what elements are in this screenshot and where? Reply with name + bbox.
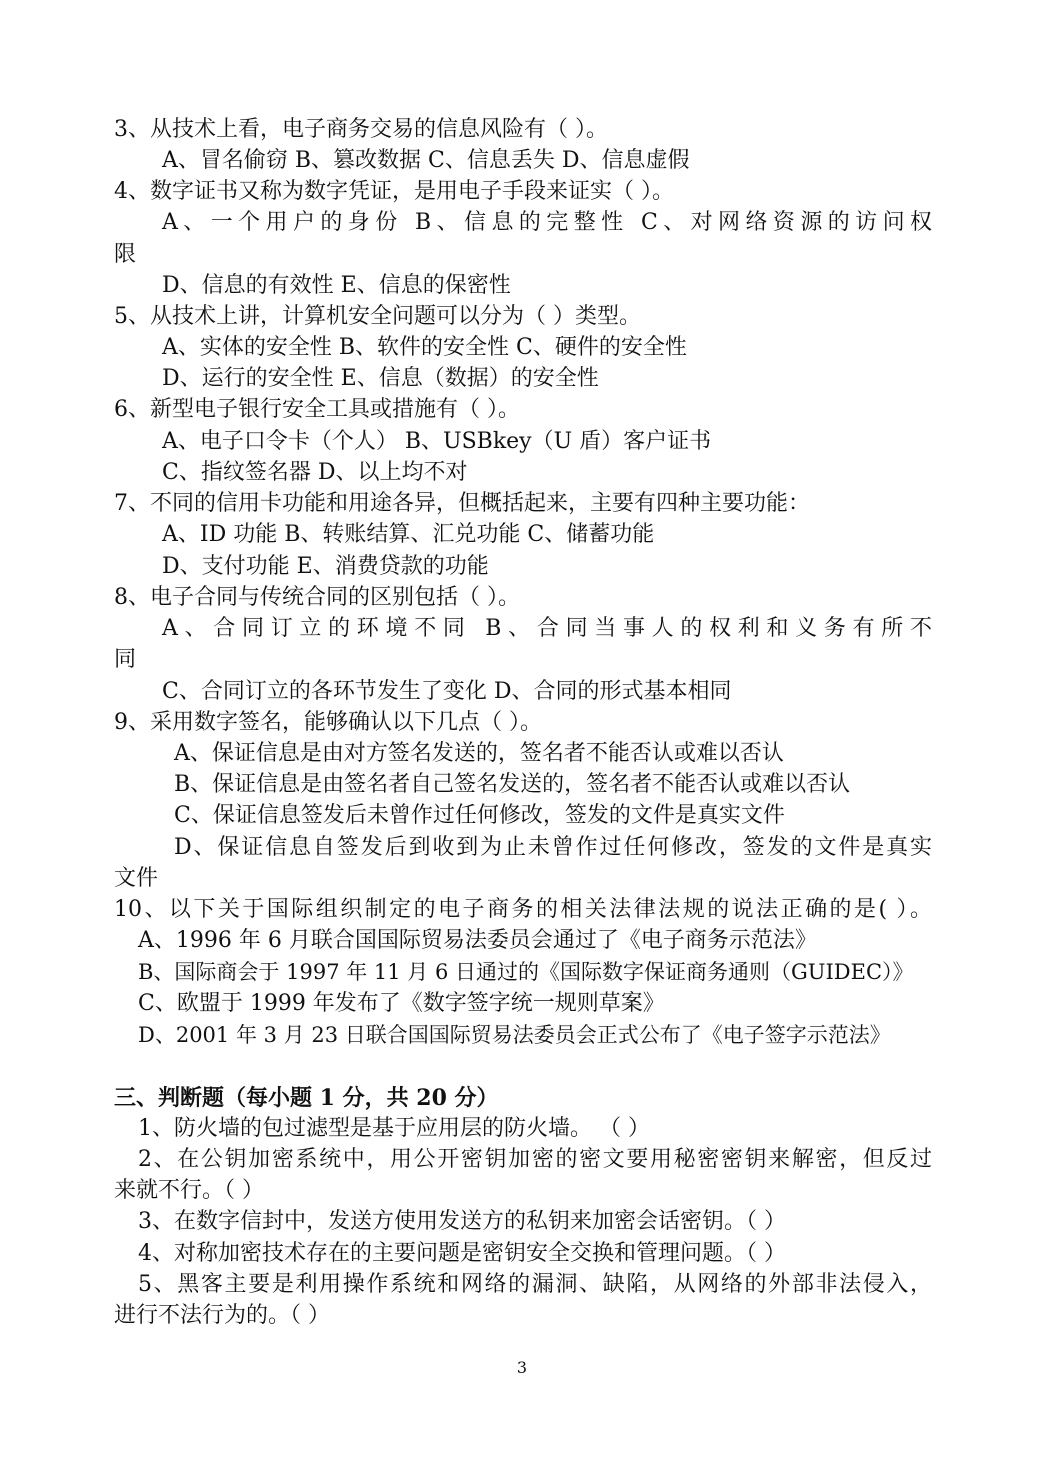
question-4-options-line1: A、一个用户的身份 B、信息的完整性 C、对网络资源的访问权 [162,210,932,235]
question-10-option-a: A、1996 年 6 月联合国国际贸易法委员会通过了《电子商务示范法》 [138,928,817,953]
question-9-option-c: C、保证信息签发后未曾作过任何修改，签发的文件是真实文件 [174,803,785,828]
question-9-option-d-cont: 文件 [114,866,159,891]
true-false-2-cont: 来就不行。（ ） [114,1178,264,1203]
true-false-3: 3、在数字信封中，发送方使用发送方的私钥来加密会话密钥。（ ） [138,1209,786,1234]
question-9-option-a: A、保证信息是由对方签名发送的，签名者不能否认或难以否认 [174,741,784,766]
section-3-title: 三、判断题（每小题 1 分，共 20 分） [114,1085,499,1111]
question-4-options-line1-cont: 限 [114,242,137,267]
question-8-options-line1-cont: 同 [114,647,137,672]
question-9-option-b: B、保证信息是由签名者自己签名发送的，签名者不能否认或难以否认 [174,772,851,797]
question-10-stem: 10、以下关于国际组织制定的电子商务的相关法律法规的说法正确的是( ）。 [114,897,932,922]
question-4-options-line2: D、信息的有效性 E、信息的保密性 [162,273,511,298]
question-10-option-d: D、2001 年 3 月 23 日联合国国际贸易法委员会正式公布了《电子签字示范法》 [138,1023,891,1047]
question-5-options-line2: D、运行的安全性 E、信息（数据）的安全性 [162,366,599,391]
question-4-stem: 4、数字证书又称为数字凭证，是用电子手段来证实（ ）。 [114,179,674,204]
question-8-options-line1: A、合同订立的环境不同 B、合同当事人的权利和义务有所不 [162,616,932,641]
question-3-stem: 3、从技术上看，电子商务交易的信息风险有（ ）。 [114,117,608,142]
question-8-options-line2: C、合同订立的各环节发生了变化 D、合同的形式基本相同 [162,679,732,704]
question-5-stem: 5、从技术上讲，计算机安全问题可以分为（ ）类型。 [114,304,641,329]
page-number: 3 [516,1358,528,1377]
true-false-5: 5、黑客主要是利用操作系统和网络的漏洞、缺陷，从网络的外部非法侵入， [138,1272,932,1297]
question-7-options-line1: A、ID 功能 B、转账结算、汇兑功能 C、储蓄功能 [162,522,655,547]
question-6-options-line1: A、电子口令卡（个人） B、USBkey（U 盾）客户证书 [162,429,712,454]
true-false-1: 1、防火墙的包过滤型是基于应用层的防火墙。 （ ） [138,1116,650,1141]
question-10-option-c: C、欧盟于 1999 年发布了《数字签字统一规则草案》 [138,991,665,1016]
question-7-options-line2: D、支付功能 E、消费贷款的功能 [162,554,489,579]
true-false-5-cont: 进行不法行为的。（ ） [114,1303,330,1328]
question-9-stem: 9、采用数字签名，能够确认以下几点（ ）。 [114,710,542,735]
question-6-options-line2: C、指纹签名器 D、以上均不对 [162,460,468,485]
question-9-option-d: D、保证信息自签发后到收到为止未曾作过任何修改，签发的文件是真实 [174,835,932,860]
question-3-options: A、冒名偷窃 B、篡改数据 C、信息丢失 D、信息虚假 [162,148,690,173]
question-5-options-line1: A、实体的安全性 B、软件的安全性 C、硬件的安全性 [162,335,687,360]
true-false-4: 4、对称加密技术存在的主要问题是密钥安全交换和管理问题。（ ） [138,1241,786,1266]
question-7-stem: 7、不同的信用卡功能和用途各异，但概括起来，主要有四种主要功能： [114,491,810,516]
true-false-2: 2、在公钥加密系统中，用公开密钥加密的密文要用秘密密钥来解密，但反过 [138,1147,932,1172]
question-8-stem: 8、电子合同与传统合同的区别包括（ ）。 [114,585,520,610]
question-6-stem: 6、新型电子银行安全工具或措施有（ ）。 [114,397,520,422]
question-10-option-b: B、国际商会于 1997 年 11 月 6 日通过的《国际数字保证商务通则（GUIDEC）》 [138,960,914,984]
